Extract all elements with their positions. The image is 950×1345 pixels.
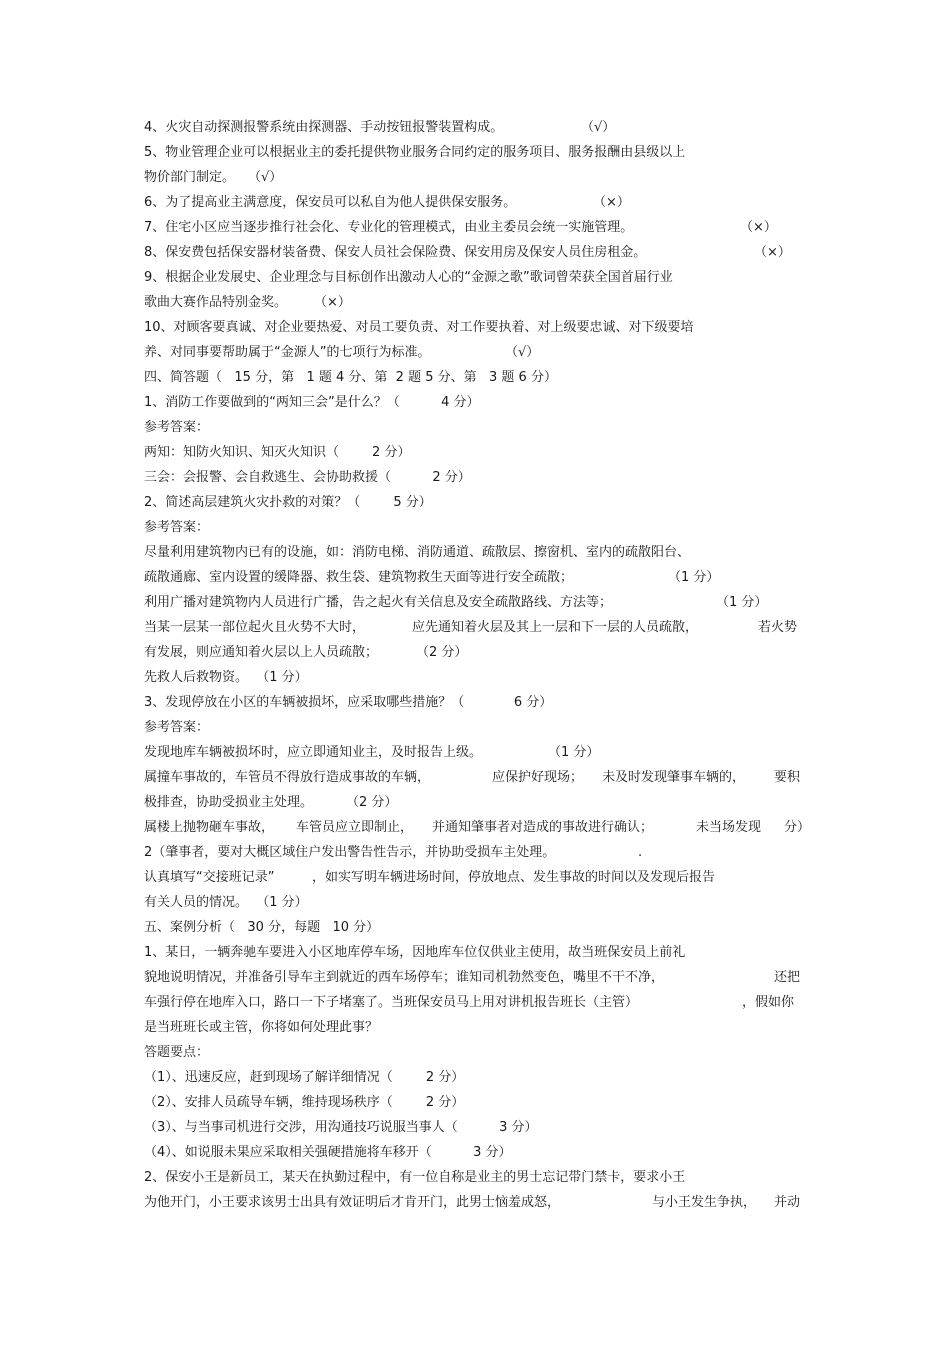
text-segment: （×）: [754, 245, 791, 260]
text-segment: 疏散通廊、室内设置的缓降器、救生袋、建筑物救生天面等进行安全疏散；: [144, 570, 574, 585]
text-segment: （2 分）: [416, 645, 468, 660]
text-segment: 两知：知防火知识、知灭火知识（ 2 分）: [144, 445, 411, 460]
text-line-case1-p2: [144, 1091, 806, 1115]
text-line-sa-q3-ans3-b: [144, 841, 806, 865]
text-segment: 未当场发现: [696, 820, 762, 835]
text-segment: 貌地说明情况，并准备引导车主到就近的西车场停车；谁知司机勃然变色，嘴里不干不净，: [144, 970, 665, 985]
text-line-case1-p3: [144, 1116, 806, 1140]
text-segment: 5、物业管理企业可以根据业主的委托提供物业服务合同约定的服务项目、服务报酬由县级以上: [144, 145, 686, 160]
text-line-section-4-title: [144, 366, 806, 390]
text-segment: 极排查，协助受损业主处理。: [144, 795, 314, 810]
text-line-case1-c: [144, 991, 806, 1015]
text-segment: 应先通知着火层及其上一层和下一层的人员疏散，: [412, 620, 699, 635]
text-line-sa-q3-ref: [144, 716, 806, 740]
text-line-sa-q2-ans3-b: [144, 641, 806, 665]
text-line-case1-key: [144, 1041, 806, 1065]
text-segment: 参考答案：: [144, 520, 210, 535]
text-segment: （×）: [314, 295, 351, 310]
text-segment: （1 分）: [548, 745, 600, 760]
text-line-sa-q1-ans2: [144, 466, 806, 490]
text-segment: 四、简答题（ 15 分，第 1 题 4 分、第 2 题 5 分、第 3 题 6 分）: [144, 370, 557, 385]
text-segment: 并通知肇事者对造成的事故进行确认；: [432, 820, 654, 835]
text-line-sa-q3-ans1: [144, 741, 806, 765]
text-line-sa-q3-ans2-a: [144, 766, 806, 790]
text-segment: ，如实写明车辆进场时间，停放地点、发生事故的时间以及发现后报告: [312, 870, 716, 885]
text-line-sa-q3-ans4-b: [144, 891, 806, 915]
text-segment: （×）: [740, 220, 777, 235]
text-line-tf-q6: [144, 191, 806, 215]
text-segment: （1 分）: [668, 570, 720, 585]
text-segment: （√）: [505, 345, 540, 360]
text-segment: 三会：会报警、会自救逃生、会协助救援（ 2 分）: [144, 470, 471, 485]
text-line-sa-q1-ans1: [144, 441, 806, 465]
text-segment: （3）、与当事司机进行交涉，用沟通技巧说服当事人（ 3 分）: [144, 1120, 538, 1135]
text-line-sa-q3-ans3-a: [144, 816, 811, 840]
text-segment: 8、保安费包括保安器材装备费、保安人员社会保险费、保安用房及保安人员住房租金。: [144, 245, 647, 260]
text-line-case1-b: [144, 966, 806, 990]
text-segment: （2 分）: [346, 795, 398, 810]
text-line-tf-q5-b: [144, 166, 806, 190]
text-line-sa-q2-ans4: [144, 666, 806, 690]
text-segment: 五、案例分析（ 30 分，每题 10 分）: [144, 920, 380, 935]
text-line-tf-q5-a: [144, 141, 806, 165]
text-line-tf-q8: [144, 241, 806, 265]
text-line-sa-q2-ans3-a: [144, 616, 806, 640]
text-segment: 为他开门，小王要求该男士出具有效证明后才肯开门，此男士恼羞成怒，: [144, 1195, 561, 1210]
text-segment: 是当班班长或主管，你将如何处理此事？: [144, 1020, 379, 1035]
text-segment: 发现地库车辆被损坏时，应立即通知业主，及时报告上级。: [144, 745, 483, 760]
text-segment: 要积: [774, 770, 801, 785]
text-line-sa-q2-ans1-b: [144, 566, 806, 590]
text-segment: 车管员应立即制止，: [296, 820, 414, 835]
text-segment: 分）: [784, 820, 811, 835]
text-segment: 答题要点：: [144, 1045, 210, 1060]
text-segment: 2、保安小王是新员工，某天在执勤过程中，有一位自称是业主的男士忘记带门禁卡，要求小王: [144, 1170, 686, 1185]
text-segment: （1）、迅速反应，赶到现场了解详细情况（ 2 分）: [144, 1070, 465, 1085]
text-segment: 1、消防工作要做到的“两知三会”是什么？（ 4 分）: [144, 395, 480, 410]
text-segment: 应保护好现场；: [492, 770, 584, 785]
text-segment: 若火势: [758, 620, 798, 635]
text-line-case1-p1: [144, 1066, 806, 1090]
text-line-sa-q3-ans2-b: [144, 791, 806, 815]
text-line-tf-q9-a: [144, 266, 806, 290]
text-segment: 认真填写“交接班记录”: [144, 870, 275, 885]
text-segment: 利用广播对建筑物内人员进行广播，告之起火有关信息及安全疏散路线、方法等；: [144, 595, 613, 610]
text-segment: 物价部门制定。: [144, 170, 236, 185]
text-segment: 9、根据企业发展史、企业理念与目标创作出激动人心的“金源之歌”歌词曾荣获全国首届行业: [144, 270, 673, 285]
text-segment: ，假如你: [742, 995, 795, 1010]
text-segment: 2（肇事者，要对大概区域住户发出警告性告示，并协助受损车主处理。: [144, 845, 556, 860]
text-segment: 歌曲大赛作品特别金奖。: [144, 295, 288, 310]
text-line-sa-q2-ref: [144, 516, 806, 540]
text-segment: 并动: [774, 1195, 801, 1210]
text-segment: （4）、如说服未果应采取相关强硬措施将车移开（ 3 分）: [144, 1145, 512, 1160]
text-line-tf-q10-a: [144, 316, 806, 340]
text-segment: 7、住宅小区应当逐步推行社会化、专业化的管理模式，由业主委员会统一实施管理。: [144, 220, 634, 235]
text-line-section-5-title: [144, 916, 806, 940]
text-segment: 10、对顾客要真诚、对企业要热爱、对员工要负责、对工作要执着、对上级要忠诚、对下级要培: [144, 320, 694, 335]
text-segment: 有关人员的情况。 （1 分）: [144, 895, 308, 910]
text-line-tf-q10-b: [144, 341, 806, 365]
text-line-sa-q1-ref: [144, 416, 806, 440]
text-segment: （2）、安排人员疏导车辆，维持现场秩序（ 2 分）: [144, 1095, 465, 1110]
text-line-sa-q2: [144, 491, 806, 515]
text-segment: 还把: [774, 970, 801, 985]
text-line-sa-q3: [144, 691, 806, 715]
text-segment: 参考答案：: [144, 420, 210, 435]
text-segment: 未及时发现肇事车辆的，: [602, 770, 746, 785]
text-segment: 养、对同事要帮助属于“金源人”的七项行为标准。: [144, 345, 431, 360]
text-segment: （√）: [581, 120, 616, 135]
text-segment: 属撞车事故的，车管员不得放行造成事故的车辆，: [144, 770, 431, 785]
text-segment: （×）: [593, 195, 630, 210]
text-segment: 有发展，则应通知着火层以上人员疏散；: [144, 645, 379, 660]
text-line-case1-d: [144, 1016, 806, 1040]
text-segment: 2、简述高层建筑火灾扑救的对策？（ 5 分）: [144, 495, 432, 510]
text-line-sa-q2-ans2: [144, 591, 806, 615]
text-line-sa-q2-ans1-a: [144, 541, 806, 565]
text-segment: 当某一层某一部位起火且火势不大时，: [144, 620, 366, 635]
text-line-case2-a: [144, 1166, 806, 1190]
text-line-tf-q9-b: [144, 291, 806, 315]
text-segment: （1 分）: [716, 595, 768, 610]
text-line-tf-q4: [144, 116, 806, 140]
text-segment: （√）: [248, 170, 283, 185]
text-segment: 先救人后救物资。 （1 分）: [144, 670, 308, 685]
text-segment: 车强行停在地库入口，路口一下子堵塞了。当班保安员马上用对讲机报告班长（主管）: [144, 995, 639, 1010]
text-line-sa-q1: [144, 391, 806, 415]
text-segment: 与小王发生争执，: [652, 1195, 757, 1210]
text-line-case2-b: [144, 1191, 806, 1215]
text-segment: 4、火灾自动探测报警系统由探测器、手动按钮报警装置构成。: [144, 120, 504, 135]
text-segment: 6、为了提高业主满意度，保安员可以私自为他人提供保安服务。: [144, 195, 517, 210]
text-segment: 1、某日，一辆奔驰车要进入小区地库停车场，因地库车位仅供业主使用，故当班保安员上前礼: [144, 945, 686, 960]
text-segment: 属楼上抛物砸车事故，: [144, 820, 275, 835]
text-segment: 参考答案：: [144, 720, 210, 735]
text-line-tf-q7: [144, 216, 806, 240]
text-segment: .: [638, 845, 643, 860]
text-segment: 尽量利用建筑物内已有的设施，如：消防电梯、消防通道、疏散层、擦窗机、室内的疏散阳台、: [144, 545, 691, 560]
text-line-sa-q3-ans4-a: [144, 866, 806, 890]
text-line-case1-p4: [144, 1141, 806, 1165]
text-line-case1-a: [144, 941, 806, 965]
text-segment: 3、发现停放在小区的车辆被损坏，应采取哪些措施？（ 6 分）: [144, 695, 553, 710]
